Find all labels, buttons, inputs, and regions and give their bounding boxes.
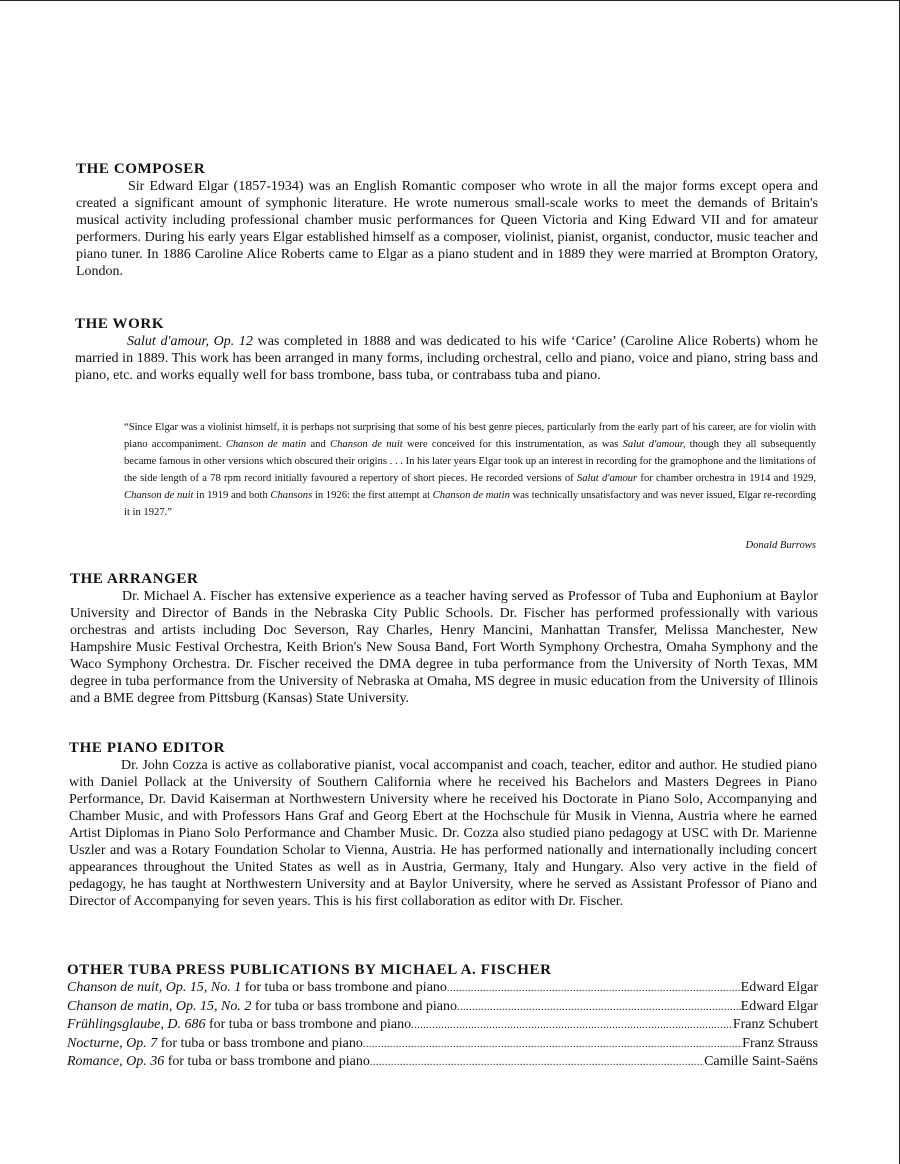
dot-leader xyxy=(363,1035,742,1054)
publications-list xyxy=(67,979,818,1072)
quote-part-6: in 1919 and both xyxy=(193,490,271,501)
publications-heading: OTHER TUBA PRESS PUBLICATIONS BY MICHAEL A. FISCHER xyxy=(67,962,552,978)
quote-italic-2: Chanson de nuit xyxy=(330,439,403,450)
dot-leader xyxy=(447,979,741,998)
publication-text xyxy=(67,1016,411,1034)
composer-section xyxy=(72,161,818,280)
publication-instrument: for tuba or bass trombone and piano xyxy=(164,1054,370,1070)
publication-composer: Edward Elgar xyxy=(740,998,818,1014)
burrows-quote xyxy=(124,419,816,521)
composer-heading: THE COMPOSER xyxy=(76,161,206,177)
work-heading: THE WORK xyxy=(75,316,165,332)
quote-italic-4: Salut d'amour xyxy=(576,473,638,484)
publication-item xyxy=(67,998,818,1017)
arranger-section xyxy=(70,571,818,707)
quote-italic-7: Chanson de matin xyxy=(432,490,510,501)
quote-italic-5: Chanson de nuit xyxy=(124,490,194,501)
page-border-top xyxy=(0,0,900,1)
publication-text xyxy=(67,1035,363,1053)
quote-part-3: were conceived for this instrumentation, as was xyxy=(402,439,623,450)
publication-composer: Edward Elgar xyxy=(740,980,818,995)
composer-text: Sir Edward Elgar (1857-1934) was an English Romantic composer who wrote in all the major forms except opera and created a significant amount of symphonic literature. He wrote numerous small-scale works to meet the demands of Britain's musical activity including professional chamber music performances for Queen Victoria and King Edward VII and for amateur performers. During his early years Elgar established himself as a composer, violinist, pianist, organist, conductor, music teacher and piano tuner. In 1886 Caroline Alice Roberts came to Elgar as a piano student and in 1889 they were married at Brompton Oratory, London. xyxy=(76,179,818,279)
publication-title: Romance, Op. 36 xyxy=(67,1054,165,1070)
publication-title: Chanson de matin, Op. 15, No. 2 xyxy=(67,998,252,1014)
quote-part-4: though they all subsequently became famous in other versions which obscured their origins . . . In his later years Elgar took up an interest in recording for the gramophone and the limitations of the side length of a 78 rpm record initially favoured a repertory of short pieces. He recorded versions of xyxy=(124,439,817,484)
work-title: Salut d'amour, Op. 12 xyxy=(127,334,253,349)
publication-item xyxy=(67,1053,818,1072)
quote-italic-6: Chansons xyxy=(270,490,313,501)
publication-text xyxy=(67,1053,370,1071)
publication-text xyxy=(67,979,447,997)
quote-part-8: was technically unsatisfactory and was never issued, Elgar re-recording it in 1927.” xyxy=(124,490,816,518)
publications-section xyxy=(67,962,818,1072)
publication-instrument: for tuba or bass trombone and piano xyxy=(251,998,458,1014)
quote-part-1: “Since Elgar was a violinist himself, it is perhaps not surprising that some of his best genre pieces, particularly from the early part of his career, are for violin with piano accompaniment. xyxy=(124,422,816,450)
publication-composer: Franz Schubert xyxy=(732,1017,818,1033)
quote-part-7: in 1926: the first attempt at xyxy=(312,490,433,501)
publication-title: Chanson de nuit, Op. 15, No. 1 xyxy=(67,980,242,995)
arranger-heading: THE ARRANGER xyxy=(70,571,199,587)
work-text xyxy=(75,333,818,384)
quote-part-5: for chamber orchestra in 1914 and 1929, xyxy=(637,473,817,484)
publication-instrument: for tuba or bass trombone and piano xyxy=(157,1035,363,1051)
dot-leader xyxy=(370,1053,704,1072)
quote-italic-1: Chanson de matin xyxy=(225,439,307,450)
publication-item xyxy=(67,1035,818,1054)
publication-title: Nocturne, Op. 7 xyxy=(67,1035,158,1051)
work-section xyxy=(72,316,818,384)
piano-editor-text: Dr. John Cozza is active as collaborative pianist, vocal accompanist and coach, teacher, editor and author. He studied piano with Daniel Pollack at the University of Southern California where he received his Bachelors and Masters Degrees in Piano Performance, Dr. David Kaiserman at Northwestern University where he received his Doctorate in Piano Solo, Accompanying and Chamber Music, and with Professors Hans Graf and Georg Ebert at the Hochschule für Musik in Vienna, Austria where he earned Artist Diplomas in Piano Solo Performance and Chamber Music. Dr. Cozza also studied piano pedagogy at USC with Dr. Marienne Uszler and was a Rotary Foundation Scholar to Vienna, Austria. He has performed nationally and internationally including concert appearances throughout the United States as well as in Austria, Germany, Italy and Hungary. Also very active in the field of pedagogy, he has taught at Northwestern University and at Baylor University, where he served as Assistant Professor of Piano and Director of Accompanying for seven years. This is his first collaboration as editor with Dr. Fischer. xyxy=(69,758,817,909)
quote-part-2: and xyxy=(306,439,331,450)
publication-item xyxy=(67,1016,818,1035)
quote-attribution: Donald Burrows xyxy=(745,540,816,551)
publication-title: Frühlingsglaube, D. 686 xyxy=(67,1017,206,1033)
publication-item xyxy=(67,979,818,998)
publication-text xyxy=(67,998,457,1016)
publication-composer: Franz Strauss xyxy=(742,1035,818,1051)
publication-composer: Camille Saint-Saëns xyxy=(704,1054,818,1070)
dot-leader xyxy=(411,1016,733,1035)
arranger-text: Dr. Michael A. Fischer has extensive experience as a teacher having served as Professor of Tuba and Euphonium at Baylor University and Director of Bands in the Nebraska City Public Schools. Dr. Fischer has performed professionally with various orchestras and artists including Doc Severson, Ray Charles, Henry Mancini, Manhattan Transfer, Melissa Manchester, New Hampshire Music Festival Orchestra, Keith Brion's New Sousa Band, Fort Worth Symphony Orchestra, Omaha Symphony and the Waco Symphony Orchestra. Dr. Fischer received the DMA degree in tuba performance from the University of North Texas, MM degree in tuba performance from the University of Nebraska at Omaha, MS degree in music education from the University of Illinois and a BME degree from Pittsburg (Kansas) State University. xyxy=(70,589,818,706)
quote-italic-3: Salut d'amour, xyxy=(622,439,686,450)
publication-instrument: for tuba or bass trombone and piano xyxy=(241,980,447,995)
piano-editor-heading: THE PIANO EDITOR xyxy=(69,740,226,756)
work-text-body: was completed in 1888 and was dedicated to his wife ‘Carice’ (Caroline Alice Roberts) whom he married in 1889. This work has been arranged in many forms, including orchestral, cello and piano, voice and piano, string bass and piano, etc. and works equally well for bass trombone, bass tuba, or contrabass tuba and piano. xyxy=(75,334,818,383)
dot-leader xyxy=(457,998,741,1017)
publication-instrument: for tuba or bass trombone and piano xyxy=(205,1017,412,1033)
piano-editor-section xyxy=(69,740,817,910)
